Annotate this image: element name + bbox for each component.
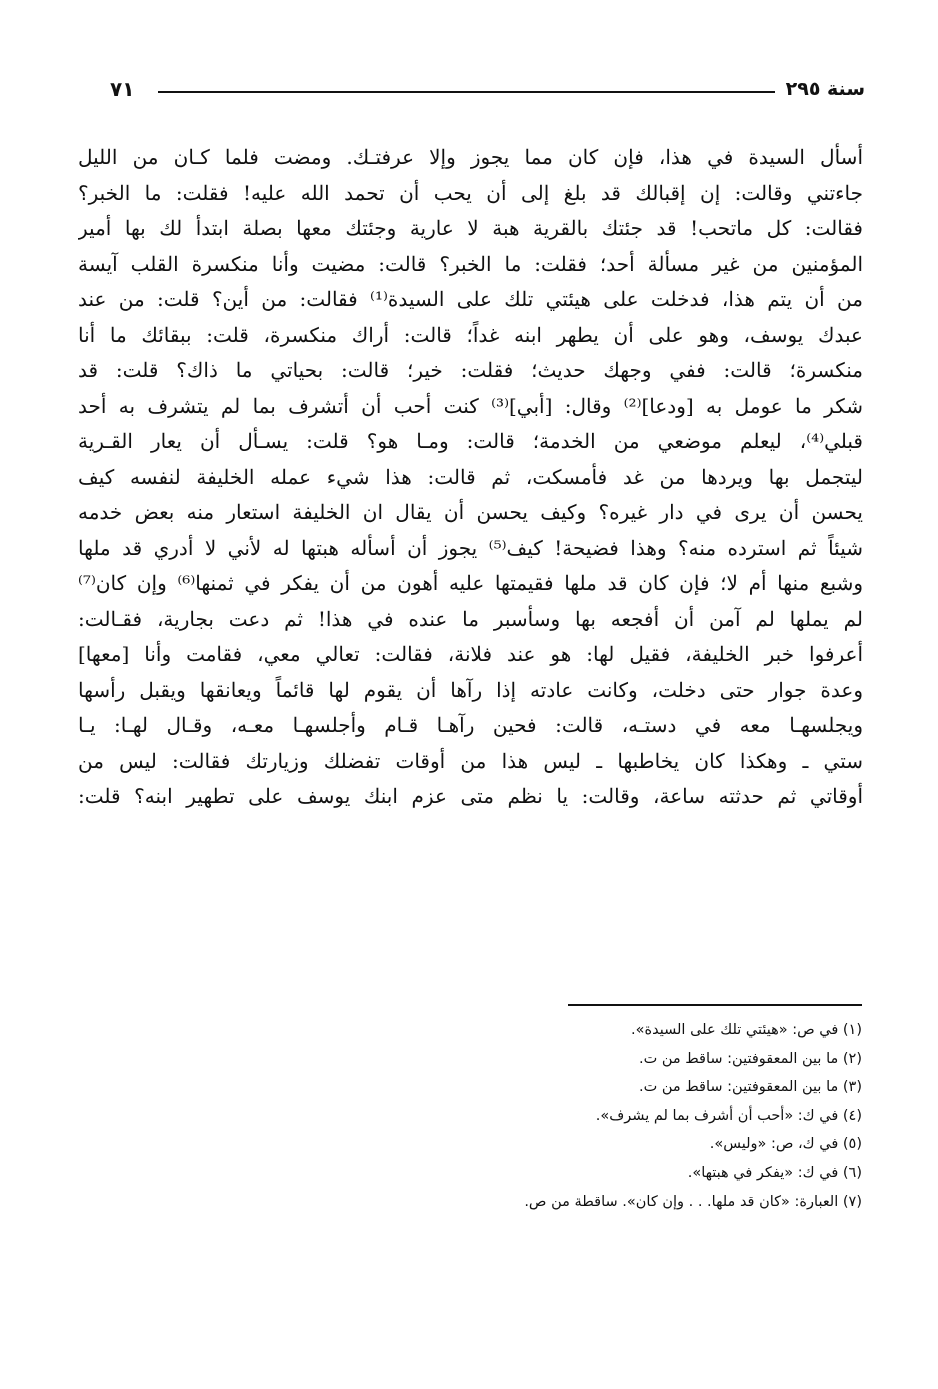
body-line-4: المؤمنين من غير مسألة أحد؛ فقلت: ما الخبر؟ قالت: مضيت وأنا منكسرة القلب آيسة [78, 251, 863, 276]
body-line-1: أسأل السيدة في هذا، فإن كان مما يجوز وإلا عرفتـك. ومضت فلما كـان من الليل [78, 145, 863, 169]
footnote-4: (٤) في ك: «أحب أن أشرف بما لم يشرف». [595, 1107, 862, 1124]
body-line-5: من أن يتم هذا، فدخلت على هيئتي تلك على السيدة⁽¹⁾ فقالت: من أين؟ قلت: من عند [78, 287, 863, 311]
header-rule [158, 91, 775, 93]
body-line-17: ويجلسهـا معه في دستـه، قالت: فحين رآهـا قـام وأجلسهـا معـه، وقـال لهـا: يـا [78, 713, 863, 737]
page-number: ٧١ [110, 77, 135, 101]
footnote-3: (٣) ما بين المعقوفتين: ساقط من ت. [639, 1079, 862, 1096]
body-line-14: لم يملها لم آمن أن أفجعه بها وسأسبر ما عنده في هذا! ثم دعت بجارية، فقـالت: [78, 606, 863, 631]
body-line-15: أعرفوا خبر الخليفة، فقيل لها: هو عند فلانة، فقالت: تعالي معي، فقامت وأنا [معها] [78, 642, 863, 666]
body-line-11: يحسن أن يرى في دار غيره؟ وكيف يحسن أن يقال ان الخليفة استعار منه بعض خدمه [78, 500, 863, 524]
footnote-2: (٢) ما بين المعقوفتين: ساقط من ت. [639, 1050, 862, 1067]
running-header [110, 72, 865, 106]
body-line-13: وشبع منها أم لا؛ فإن كان قد ملها فقيمتها عليه أهون من أن يفكر في ثمنها⁽⁶⁾ وإن كان⁽⁷⁾ [78, 571, 863, 595]
footnote-5: (٥) في ك، ص: «وليس». [709, 1136, 862, 1153]
body-line-16: وعدة جوار حتى دخلت، وكانت عادته إذا رآها أن يقوم لها قائماً ويعانقها ويقبل رأسها [78, 677, 863, 702]
body-line-18: ستي ـ وهكذا كان يخاطبها ـ ليس هذا من أوقات تفضلك وزيارتك فقالت: ليس من [78, 748, 863, 773]
body-line-12: شيئاً ثم استرده منه؟ وهذا فضيحة! كيف⁽⁵⁾ يجوز أن أسأله هبتها له لأني لا أدري قد ملها [78, 535, 863, 560]
header-year-title: سنة ٢٩٥ [785, 78, 865, 100]
footnote-1: (١) في ص: «هيئتي تلك على السيدة». [631, 1022, 862, 1038]
body-line-19: أوقاتي ثم حدثته ساعة، وقالت: يا نظم متى عزم ابنك يوسف على تطهير ابنه؟ قلت: [78, 784, 863, 808]
footnote-separator [568, 1004, 862, 1006]
footnote-7: (٧) العبارة: «كان قد ملها. . . وإن كان». ساقطة من ص. [524, 1193, 862, 1210]
footnote-6: (٦) في ك: «يفكر في هبتها». [687, 1164, 862, 1181]
body-line-6: عبدك يوسف، وهو على أن يطهر ابنه غداً؛ قالت: أراك منكسرة، قلت: ببقائك ما أنا [78, 322, 863, 347]
body-line-7: منكسرة؛ قالت: ففي وجهك حديث؛ فقلت: خير؛ قالت: بحياتي ما ذاك؟ قلت: قد [78, 358, 863, 382]
body-line-8: شكر ما عومل به [ودعا]⁽²⁾ وقال: [أبي]⁽³⁾ كنت أحب أن أتشرف بما لم يتشرف به أحد [78, 393, 863, 418]
footnotes [302, 1016, 862, 1216]
body-text [78, 140, 863, 815]
body-line-2: جاءتني وقالت: إن إقبالك قد بلغ إلى أن يحب أن تحمد الله عليه! فقلت: ما الخبر؟ [78, 180, 863, 205]
body-line-10: ليتجمل بها ويردها من غد فأمسكت، ثم قالت: هذا شيء عمله الخليفة لنفسه كيف [78, 464, 863, 489]
body-line-3: فقالت: كل ماتحب! قد جئتك بالقرية هبة لا عارية وجئتك معها بصلة ابتدأ لك بها أمير [78, 216, 863, 240]
body-line-9: قبلي⁽⁴⁾، ليعلم موضعي من الخدمة؛ قالت: ومـا هو؟ قلت: يسـأل أن يعار القـرية [78, 429, 863, 453]
